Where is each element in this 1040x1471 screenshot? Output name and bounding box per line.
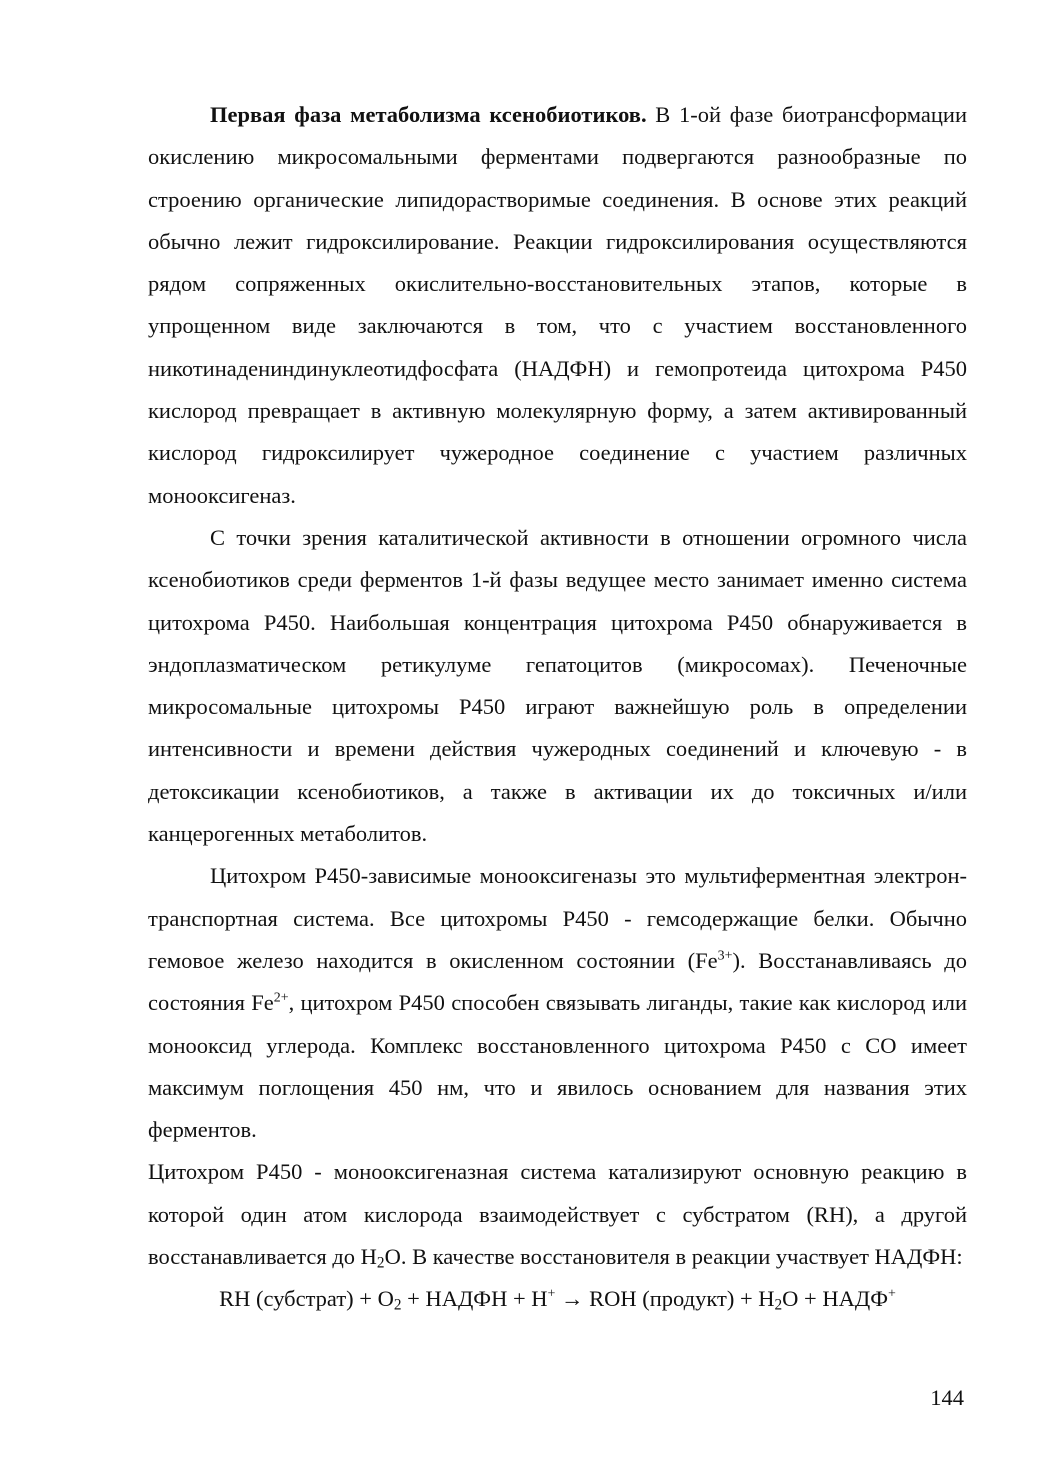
reaction-equation [148,1278,967,1320]
subscript: 2 [393,1296,402,1314]
superscript: + [887,1286,896,1302]
body-text [148,94,967,1321]
paragraph-phase1 [148,94,967,517]
equation-part: RH (субстрат) + O [219,1286,394,1312]
subscript: 2 [376,1254,385,1272]
paragraph-text: ). Восстанавливаясь до состояния Fe [148,947,967,1016]
paragraph-text: Цитохром Р450 - монооксигеназная система катализируют основную реакцию в которой один атом кислорода взаимодействует с субстратом (RH), а другой восстанавливается до H [148,1159,967,1270]
paragraph-monooxygenases [148,855,967,1151]
paragraph-text: В 1-ой фазе биотрансформации окислению микросомальными ферментами подвергаются разнообразные по строению органические липидорастворимые соединения. В основе этих реакций обычно лежит гидроксилирование. Реакции гидроксилирования осуществляются рядом сопряженных окислительно-восстановительных этапов, которые в упрощенном виде заключаются в том, что с участием восстановленного никотинадениндинуклеотидфосфата (НАДФН) и гемопротеида цитохрома Р450 кислород превращает в активную молекулярную форму, а затем активированный кислород гидроксилирует чужеродное соединение с участием различных монооксигеназ. [148,102,967,508]
superscript: 2+ [273,990,289,1006]
paragraph-cytochrome-system: С точки зрения каталитической активности в отношении огромного числа ксенобиотиков среди ферментов 1-й фазы ведущее место занимает именно система цитохрома Р450. Наибольшая концентрация цитохрома Р450 обнаруживается в эндоплазматическом ретикулуме гепатоцитов (микросомах). Печеночные микросомальные цитохромы Р450 играют важнейшую роль в определении интенсивности и времени действия чужеродных соединений и ключевую - в детоксикации ксенобиотиков, а также в активации их до токсичных и/или канцерогенных метаболитов. [148,524,967,847]
paragraph-text: , цитохром Р450 способен связывать лиганды, такие как кислород или монооксид углерода. Комплекс восстановленного цитохрома Р450 с СО имеет максимум поглощения 450 нм, что и явилось основанием для названия этих ферментов. [148,990,968,1143]
section-heading-inline: Первая фаза метаболизма ксенобиотиков. [210,102,647,127]
page-number: 144 [930,1385,964,1410]
equation-part: O + НАДФ [782,1286,888,1312]
equation-part: → ROH (продукт) + H [555,1286,775,1312]
paragraph-text: O. В качестве восстановителя в реакции участвует НАДФН: [384,1244,963,1270]
superscript: 3+ [717,948,733,964]
equation-part: + НАДФН + H [401,1286,548,1312]
paragraph-reaction [148,1151,967,1278]
superscript: + [547,1286,556,1302]
paragraph-text: Цитохром Р450-зависимые монооксигеназы это мультиферментная электрон-транспортная система. Все цитохромы Р450 - гемсодержащие белки. Обычно гемовое железо находится в окисленном состоянии (Fe [148,863,967,973]
subscript: 2 [774,1296,783,1314]
